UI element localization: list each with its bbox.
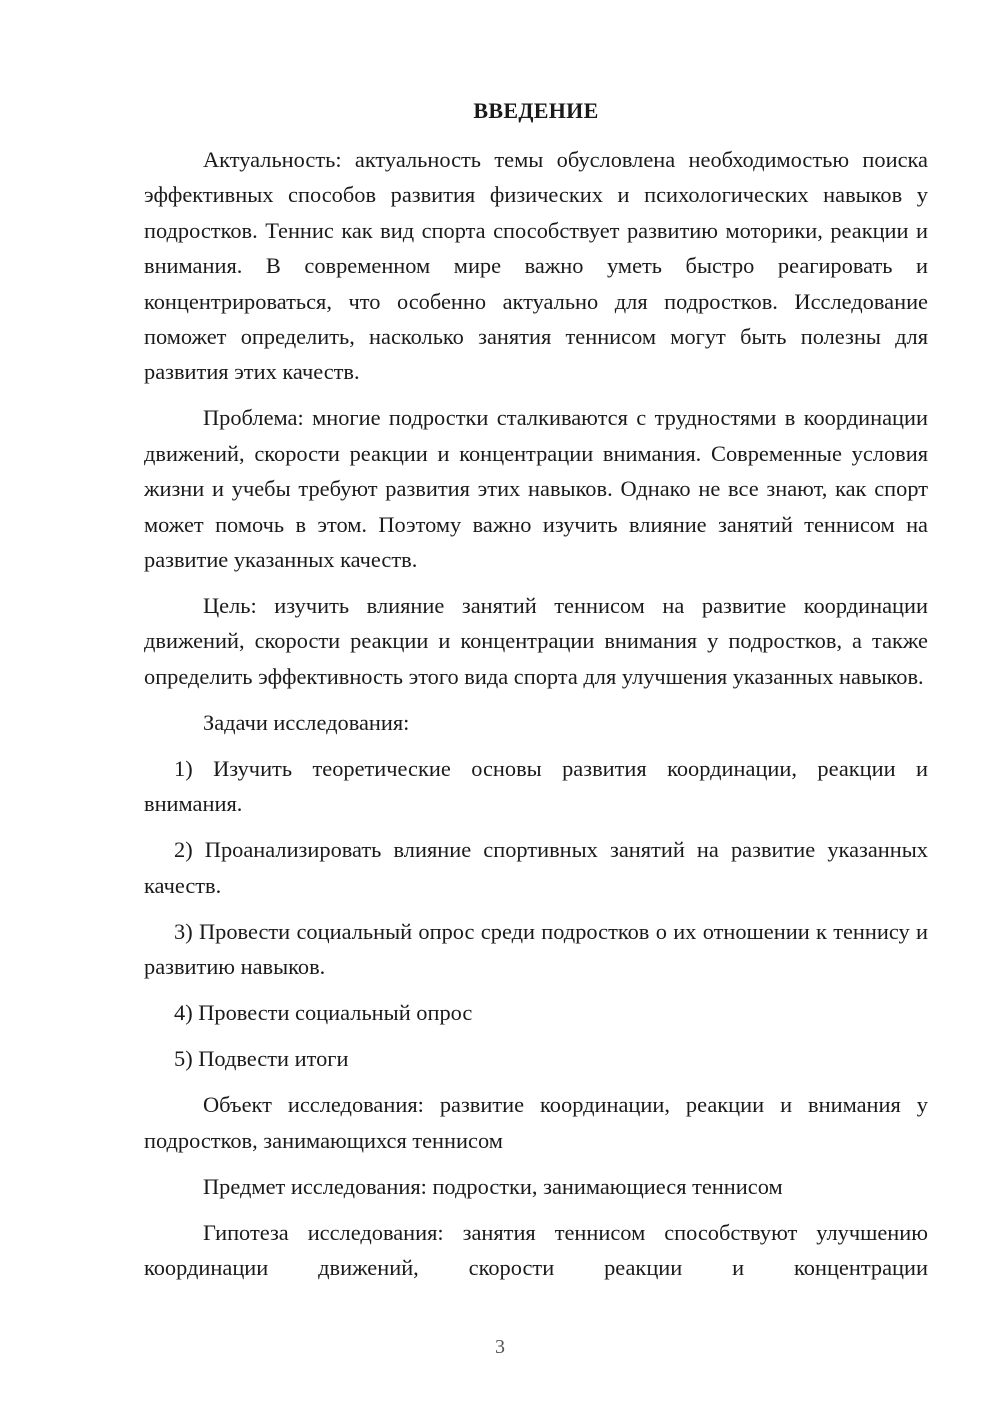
task-item-2: 2) Проанализировать влияние спортивных занятий на развитие указанных качеств.	[144, 837, 928, 898]
paragraph-tasks-heading: Задачи исследования:	[203, 709, 410, 735]
paragraph-hypothesis: Гипотеза исследования: занятия теннисом способствуют улучшению координации движений, скорости реакции и концентрации	[144, 1219, 928, 1280]
task-item-4: 4) Провести социальный опрос	[174, 1000, 473, 1026]
task-item-5: 5) Подвести итоги	[174, 1046, 349, 1072]
document-body	[144, 142, 928, 1285]
task-item-1: 1) Изучить теоретические основы развития координации, реакции и внимания.	[144, 755, 928, 817]
task-item-3: 3) Провести социальный опрос среди подростков о их отношении к теннису и развитию навыков.	[144, 918, 928, 980]
paragraph-goal: Цель: изучить влияние занятий теннисом на развитие координации движений, скорости реакции и концентрации внимания у подростков, а также определить эффективность этого вида спорта для улучшения указанных навыков.	[144, 593, 928, 689]
paragraph-problem: Проблема: многие подростки сталкиваются с трудностями в координации движений, скорости реакции и концентрации внимания. Современные условия жизни и учебы требуют развития этих навыков. Однако не все знают, как спорт может помочь в этом. Поэтому важно изучить влияние занятий теннисом на развитие указанных качеств.	[144, 405, 928, 573]
page-title: ВВЕДЕНИЕ	[473, 98, 599, 123]
paragraph-relevance: Актуальность: актуальность темы обусловлена необходимостью поиска эффективных способов развития физических и психологических навыков у подростков. Теннис как вид спорта способствует развитию моторики, реакции и внимания. В современном мире важно уметь быстро реагировать и концентрироваться, что особенно актуально для подростков. Исследование поможет определить, насколько занятия теннисом могут быть полезны для развития этих качеств.	[144, 147, 928, 385]
paragraph-subject: Предмет исследования: подростки, занимающиеся теннисом	[203, 1173, 783, 1199]
paragraph-object: Объект исследования: развитие координации, реакции и внимания у подростков, занимающихся теннисом	[144, 1092, 928, 1153]
page-number: 3	[495, 1336, 505, 1358]
